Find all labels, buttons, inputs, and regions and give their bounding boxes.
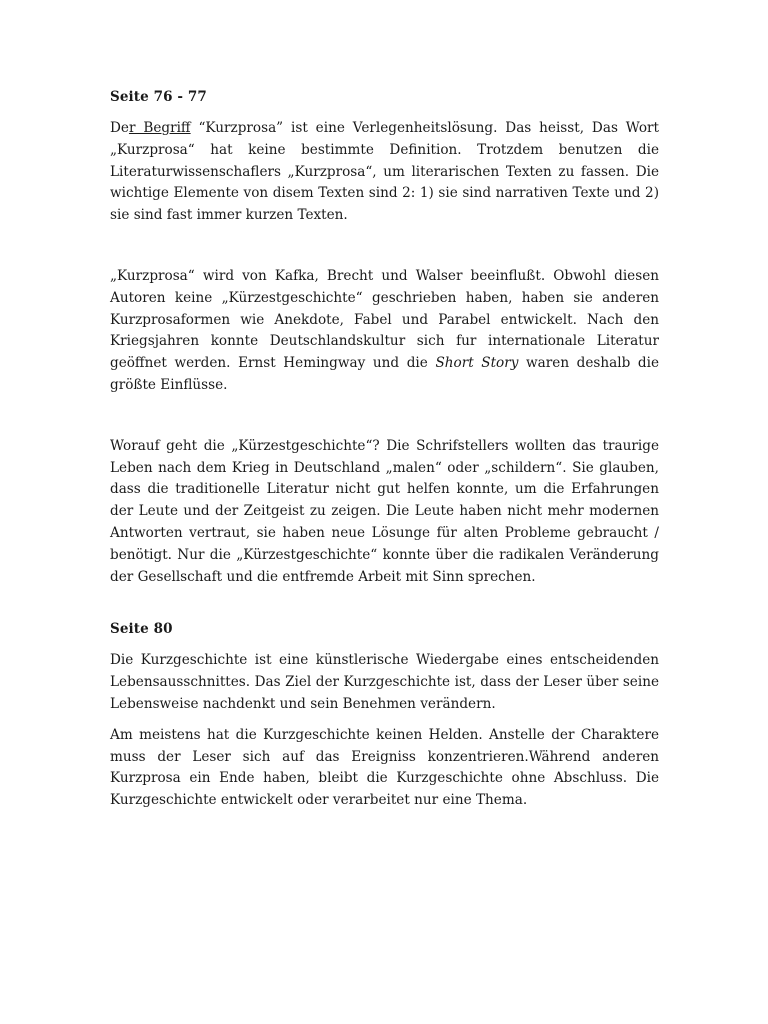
text-run: “Kurzprosa” ist eine Verlegenheitslösung. Das heisst, Das Wort „Kurzprosa“ hat keine bestimmte Definition. Trotzdem benutzen die Literaturwissenschaflers „Kurzprosa“, um literarischen Texten zu fassen. Die wichtige Elemente von disem Texten sind 2: 1) sie sind narrativen Texte und 2) sie sind fast immer kurzen Texten.	[110, 120, 660, 224]
paragraph-kurzgeschichte-definition: Die Kurzgeschichte ist eine künstlerische Wiedergabe eines entscheidenden Lebensausschnittes. Das Ziel der Kurzgeschichte ist, dass der Leser über seine Lebensweise nachdenkt und sein Benehmen verändern.	[110, 652, 659, 712]
text-run: waren deshalb die größte Einflüsse.	[110, 355, 660, 393]
section-heading-seite-76-77: Seite 76 - 77	[110, 89, 207, 105]
text-run: „Kurzprosa“ wird von Kafka, Brecht und Walser beeinflußt. Obwohl diesen Autoren keine „Kürzestgeschichte“ geschrieben haben, haben sie anderen Kurzprosaformen wie Anekdote, Fabel und Parabel entwickelt. Nach den Kriegsjahren konnte Deutschlandskultur sich fur internationale Literatur geöffnet werden. Ernst Hemingway und die	[110, 267, 659, 372]
paragraph-kurzprosa-influences	[110, 266, 659, 397]
underlined-text: r Begriff	[128, 120, 191, 136]
paragraph-kuerzestgeschichte: Worauf geht die „Kürzestgeschichte“? Die Schrifstellers wollten das traurige Leben nach dem Krieg in Deutschland „malen“ oder „schildern“. Sie glauben, dass die traditionelle Literatur nicht gut helfen konnte, um die Erfahrungen der Leute und der Zeitgeist zu zeigen. Die Leute haben nicht mehr modernen Antworten vertraut, sie haben neue Lösunge für alten Probleme gebraucht / benötigt. Nur die „Kürzestgeschichte“ konnte über die radikalen Veränderung der Gesellschaft und die entfremde Arbeit mit Sinn sprechen.	[110, 437, 659, 585]
italic-text: Short Story	[435, 355, 519, 372]
paragraph-kurzprosa-definition	[110, 118, 659, 227]
text-run: De	[110, 120, 129, 136]
document-page	[110, 86, 659, 812]
section-heading-seite-80: Seite 80	[110, 621, 173, 638]
paragraph-kurzgeschichte-features: Am meistens hat die Kurzgeschichte keinen Helden. Anstelle der Charaktere muss der Leser sich auf das Ereigniss konzentrieren.Während anderen Kurzprosa ein Ende haben, bleibt die Kurzgeschichte ohne Abschluss. Die Kurzgeschichte entwickelt oder verarbeitet nur eine Thema.	[110, 726, 659, 809]
